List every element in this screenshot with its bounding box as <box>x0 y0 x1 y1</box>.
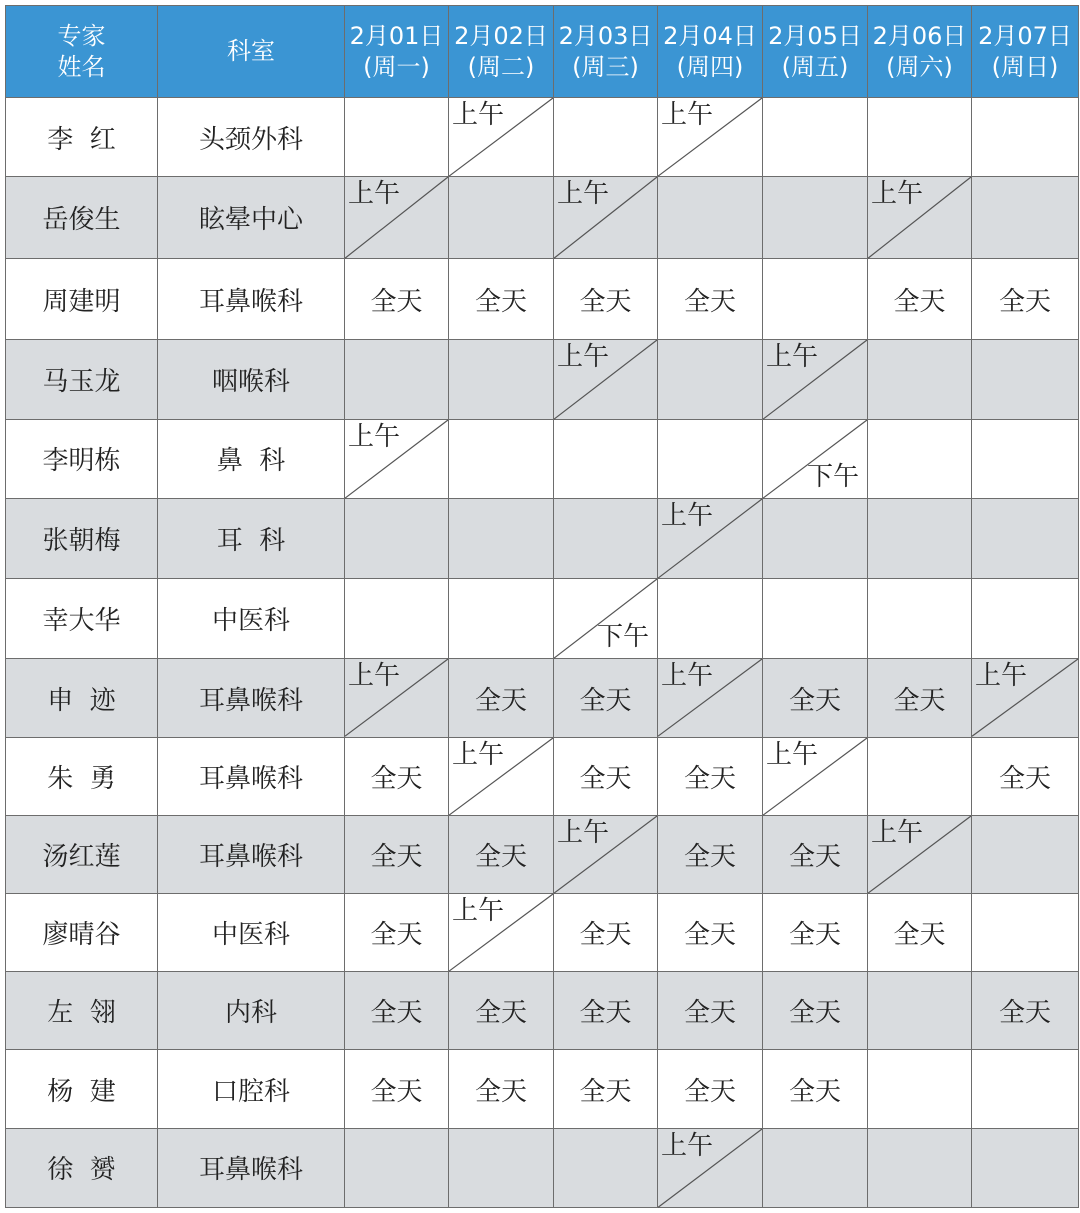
schedule-cell <box>554 1050 658 1128</box>
department: 耳鼻喉科 <box>158 815 345 893</box>
schedule-cell <box>658 339 763 419</box>
schedule-cell <box>868 972 972 1050</box>
day-date: 2月02日 <box>454 21 548 50</box>
department: 耳鼻喉科 <box>158 659 345 737</box>
expert-name: 朱 勇 <box>6 737 158 815</box>
day-date: 2月04日 <box>663 21 757 50</box>
full-day-label: 全天 <box>474 1076 527 1107</box>
expert-name: 杨 建 <box>6 1050 158 1128</box>
expert-name: 申 迹 <box>6 659 158 737</box>
schedule-cell <box>972 894 1079 972</box>
day-weekday: (周一) <box>363 52 430 81</box>
schedule-cell <box>868 499 972 579</box>
table-row <box>6 499 1079 579</box>
full-day-label: 全天 <box>370 998 423 1029</box>
header-day <box>345 6 449 98</box>
afternoon-label: 下午 <box>596 622 649 653</box>
full-day-label: 全天 <box>370 763 423 794</box>
header-name <box>6 6 158 98</box>
schedule-cell <box>345 1128 449 1207</box>
full-day-label: 全天 <box>683 763 736 794</box>
header-day <box>658 6 763 98</box>
full-day-label: 全天 <box>579 998 632 1029</box>
schedule-cell <box>345 737 449 815</box>
schedule-cell <box>763 1050 868 1128</box>
morning-label: 上午 <box>452 896 505 927</box>
schedule-cell <box>972 659 1079 737</box>
department: 鼻 科 <box>158 419 345 498</box>
schedule-cell <box>658 98 763 177</box>
header-day <box>972 6 1079 98</box>
schedule-cell <box>449 737 554 815</box>
table-row <box>6 1050 1079 1128</box>
day-weekday: (周五) <box>781 52 849 81</box>
schedule-cell <box>763 259 868 339</box>
table-row <box>6 894 1079 972</box>
schedule-cell <box>972 259 1079 339</box>
schedule-cell <box>972 815 1079 893</box>
schedule-cell <box>972 1050 1079 1128</box>
schedule-cell <box>972 972 1079 1050</box>
schedule-cell <box>972 579 1079 659</box>
schedule-cell <box>345 894 449 972</box>
full-day-label: 全天 <box>893 685 946 716</box>
full-day-label: 全天 <box>474 685 527 716</box>
schedule-cell <box>868 737 972 815</box>
schedule-cell <box>554 177 658 259</box>
afternoon-label: 下午 <box>806 462 859 493</box>
schedule-cell <box>554 579 658 659</box>
full-day-label: 全天 <box>474 286 527 317</box>
schedule-cell <box>449 815 554 893</box>
table-row <box>6 737 1079 815</box>
department: 眩晕中心 <box>158 177 345 259</box>
full-day-label: 全天 <box>474 998 527 1029</box>
table-row <box>6 972 1079 1050</box>
schedule-cell <box>658 815 763 893</box>
full-day-label: 全天 <box>683 920 736 951</box>
full-day-label: 全天 <box>998 998 1051 1029</box>
schedule-cell <box>763 1128 868 1207</box>
schedule-cell <box>868 177 972 259</box>
schedule-cell <box>658 579 763 659</box>
schedule-cell <box>972 98 1079 177</box>
schedule-cell <box>449 659 554 737</box>
schedule-cell <box>345 98 449 177</box>
schedule-cell <box>554 894 658 972</box>
expert-name: 张朝梅 <box>6 499 158 579</box>
header-day <box>868 6 972 98</box>
day-date: 2月06日 <box>872 21 967 50</box>
full-day-label: 全天 <box>998 763 1051 794</box>
schedule-cell <box>345 259 449 339</box>
department: 中医科 <box>158 894 345 972</box>
morning-label: 上午 <box>766 739 819 770</box>
schedule-cell <box>763 815 868 893</box>
schedule-cell <box>868 579 972 659</box>
schedule-cell <box>763 419 868 498</box>
department: 耳鼻喉科 <box>158 737 345 815</box>
department: 内科 <box>158 972 345 1050</box>
header-name-line1: 专家 <box>57 21 106 50</box>
morning-label: 上午 <box>348 661 401 692</box>
schedule-cell <box>658 259 763 339</box>
schedule-cell <box>554 419 658 498</box>
morning-label: 上午 <box>348 421 401 452</box>
table-row <box>6 177 1079 259</box>
full-day-label: 全天 <box>893 286 946 317</box>
table-row <box>6 259 1079 339</box>
expert-name: 李 红 <box>6 98 158 177</box>
schedule-cell <box>658 419 763 498</box>
table-row <box>6 1128 1079 1207</box>
schedule-cell <box>972 1128 1079 1207</box>
schedule-cell <box>449 499 554 579</box>
expert-name: 李明栋 <box>6 419 158 498</box>
schedule-cell <box>763 894 868 972</box>
expert-schedule-table <box>5 5 1079 1208</box>
schedule-cell <box>345 177 449 259</box>
schedule-cell <box>449 177 554 259</box>
morning-label: 上午 <box>766 341 819 372</box>
department: 头颈外科 <box>158 98 345 177</box>
schedule-cell <box>868 98 972 177</box>
schedule-cell <box>658 894 763 972</box>
expert-name: 周建明 <box>6 259 158 339</box>
schedule-cell <box>554 659 658 737</box>
schedule-cell <box>449 579 554 659</box>
morning-label: 上午 <box>348 179 401 210</box>
expert-name: 左 翎 <box>6 972 158 1050</box>
day-date: 2月05日 <box>768 21 862 50</box>
schedule-cell <box>449 972 554 1050</box>
schedule-cell <box>763 737 868 815</box>
schedule-cell <box>868 1050 972 1128</box>
department: 耳鼻喉科 <box>158 259 345 339</box>
schedule-cell <box>868 894 972 972</box>
header-row <box>6 6 1079 98</box>
day-weekday: (周四) <box>676 52 744 81</box>
table-row <box>6 339 1079 419</box>
schedule-cell <box>763 339 868 419</box>
schedule-cell <box>345 659 449 737</box>
full-day-label: 全天 <box>579 920 632 951</box>
full-day-label: 全天 <box>579 763 632 794</box>
header-dept: 科室 <box>158 6 345 98</box>
schedule-cell <box>972 737 1079 815</box>
schedule-cell <box>868 659 972 737</box>
schedule-cell <box>449 98 554 177</box>
schedule-cell <box>868 815 972 893</box>
schedule-cell <box>763 177 868 259</box>
morning-label: 上午 <box>661 501 714 532</box>
day-weekday: (周二) <box>467 52 535 81</box>
morning-label: 上午 <box>557 179 610 210</box>
full-day-label: 全天 <box>370 920 423 951</box>
morning-label: 上午 <box>452 739 505 770</box>
schedule-cell <box>554 1128 658 1207</box>
full-day-label: 全天 <box>370 1076 423 1107</box>
expert-name: 马玉龙 <box>6 339 158 419</box>
morning-label: 上午 <box>557 817 610 848</box>
full-day-label: 全天 <box>579 685 632 716</box>
day-weekday: (周三) <box>572 52 639 81</box>
schedule-cell <box>658 659 763 737</box>
schedule-cell <box>554 499 658 579</box>
schedule-cell <box>658 737 763 815</box>
schedule-cell <box>554 259 658 339</box>
schedule-cell <box>449 259 554 339</box>
table-row <box>6 419 1079 498</box>
schedule-cell <box>345 1050 449 1128</box>
schedule-cell <box>972 499 1079 579</box>
morning-label: 上午 <box>452 100 505 130</box>
schedule-cell <box>868 1128 972 1207</box>
table-row <box>6 98 1079 177</box>
schedule-cell <box>449 419 554 498</box>
schedule-cell <box>972 177 1079 259</box>
schedule-cell <box>449 1128 554 1207</box>
department: 耳 科 <box>158 499 345 579</box>
full-day-label: 全天 <box>893 920 946 951</box>
schedule-cell <box>658 499 763 579</box>
department: 口腔科 <box>158 1050 345 1128</box>
full-day-label: 全天 <box>474 841 527 872</box>
schedule-cell <box>554 815 658 893</box>
expert-name: 幸大华 <box>6 579 158 659</box>
expert-name: 岳俊生 <box>6 177 158 259</box>
full-day-label: 全天 <box>370 841 423 872</box>
table-row <box>6 815 1079 893</box>
schedule-cell <box>763 659 868 737</box>
schedule-cell <box>554 737 658 815</box>
schedule-cell <box>658 1050 763 1128</box>
expert-name: 徐 赟 <box>6 1128 158 1207</box>
department: 耳鼻喉科 <box>158 1128 345 1207</box>
morning-label: 上午 <box>871 179 924 210</box>
morning-label: 上午 <box>557 341 610 372</box>
morning-label: 上午 <box>975 661 1028 692</box>
full-day-label: 全天 <box>788 920 841 951</box>
schedule-cell <box>554 972 658 1050</box>
morning-label: 上午 <box>871 817 924 848</box>
department: 咽喉科 <box>158 339 345 419</box>
schedule-cell <box>763 972 868 1050</box>
schedule-cell <box>868 419 972 498</box>
full-day-label: 全天 <box>788 998 841 1029</box>
table-row <box>6 659 1079 737</box>
full-day-label: 全天 <box>370 286 423 317</box>
morning-label: 上午 <box>661 1130 714 1161</box>
full-day-label: 全天 <box>788 685 841 716</box>
full-day-label: 全天 <box>683 286 736 317</box>
full-day-label: 全天 <box>788 1076 841 1107</box>
schedule-cell <box>763 579 868 659</box>
schedule-cell <box>345 972 449 1050</box>
full-day-label: 全天 <box>683 1076 736 1107</box>
schedule-cell <box>972 339 1079 419</box>
header-name-line2: 姓名 <box>57 52 106 81</box>
schedule-cell <box>449 894 554 972</box>
morning-label: 上午 <box>661 100 714 130</box>
schedule-cell <box>868 259 972 339</box>
schedule-body <box>6 98 1079 1208</box>
full-day-label: 全天 <box>998 286 1051 317</box>
schedule-cell <box>345 339 449 419</box>
day-date: 2月03日 <box>558 21 653 50</box>
schedule-cell <box>345 499 449 579</box>
schedule-cell <box>345 419 449 498</box>
day-date: 2月01日 <box>349 21 444 50</box>
full-day-label: 全天 <box>683 841 736 872</box>
schedule-cell <box>554 339 658 419</box>
full-day-label: 全天 <box>788 841 841 872</box>
schedule-cell <box>972 419 1079 498</box>
schedule-cell <box>345 815 449 893</box>
schedule-cell <box>763 98 868 177</box>
schedule-cell <box>658 972 763 1050</box>
department: 中医科 <box>158 579 345 659</box>
full-day-label: 全天 <box>683 998 736 1029</box>
header-day <box>554 6 658 98</box>
schedule-cell <box>658 1128 763 1207</box>
table-row <box>6 579 1079 659</box>
expert-name: 廖晴谷 <box>6 894 158 972</box>
schedule-cell <box>763 499 868 579</box>
full-day-label: 全天 <box>579 1076 632 1107</box>
header-day <box>449 6 554 98</box>
morning-label: 上午 <box>661 661 714 692</box>
schedule-cell <box>868 339 972 419</box>
schedule-cell <box>449 1050 554 1128</box>
day-date: 2月07日 <box>978 21 1072 50</box>
schedule-cell <box>345 579 449 659</box>
day-weekday: (周日) <box>991 52 1059 81</box>
schedule-cell <box>554 98 658 177</box>
header-day <box>763 6 868 98</box>
schedule-cell <box>449 339 554 419</box>
day-weekday: (周六) <box>886 52 953 81</box>
expert-name: 汤红莲 <box>6 815 158 893</box>
schedule-cell <box>658 177 763 259</box>
full-day-label: 全天 <box>579 286 632 317</box>
